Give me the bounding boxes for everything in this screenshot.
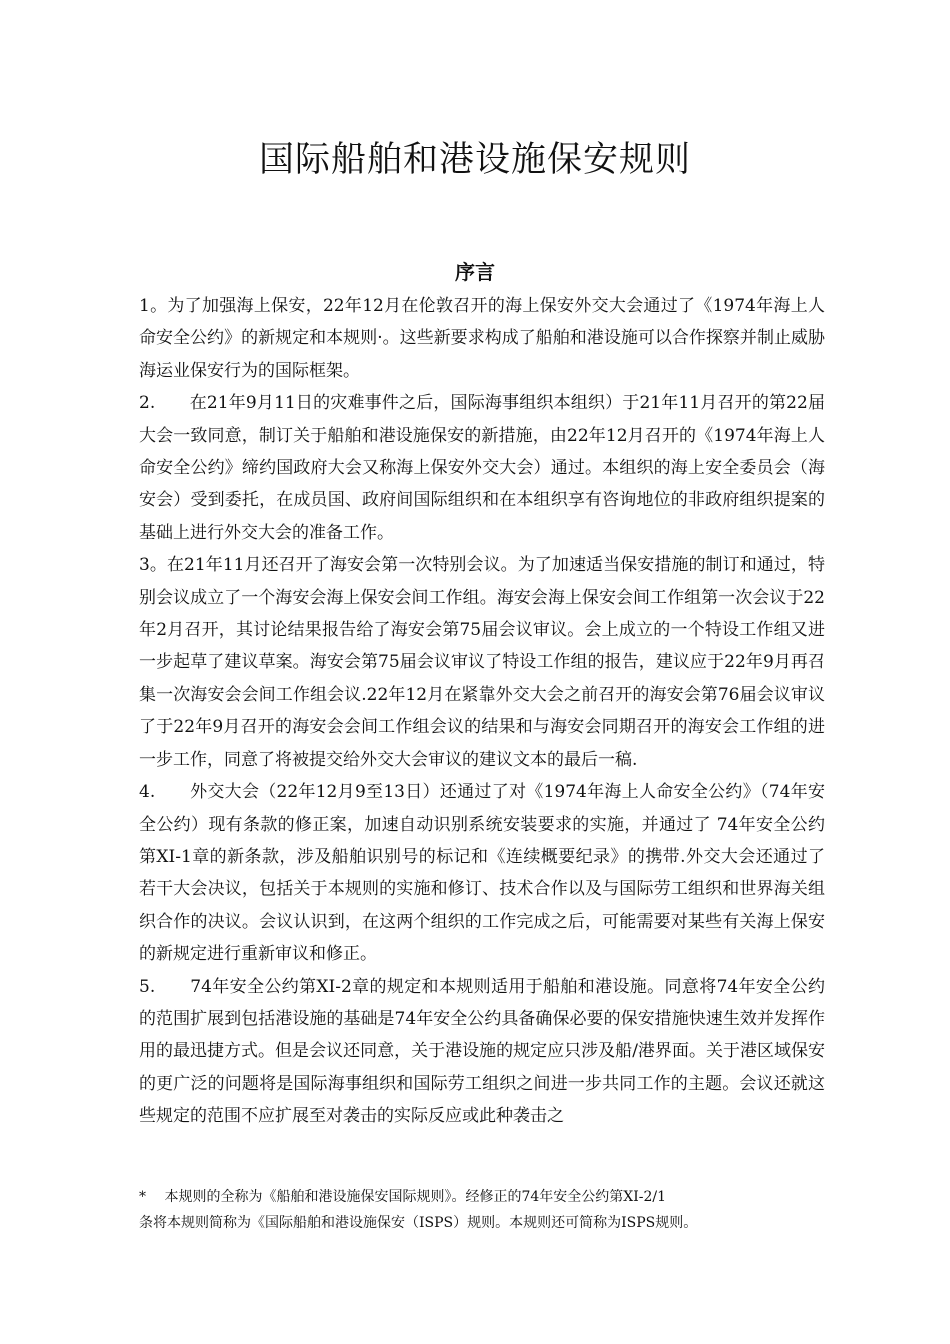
footnote: [139, 1184, 829, 1236]
document-title: 国际船舶和港设施保安规则: [258, 140, 691, 180]
body-text: [139, 290, 825, 1133]
paragraph-1: 1。为了加强海上保安，22年12月在伦敦召开的海上保安外交大会通过了《1974年海上人命安全公约》的新规定和本规则·。这些新要求构成了船舶和港设施可以合作探察并制止威胁海运业保安行为的国际框架。: [139, 296, 825, 381]
paragraph-5: 5. 74年安全公约第XI-2章的规定和本规则适用于船舶和港设施。同意将74年安全公约的范围扩展到包括港设施的基础是74年安全公约具备确保必要的保安措施快速生效并发挥作用的最迅捷方式。但是会议还同意，关于港设施的规定应只涉及船/港界面。关于港区域保安的更广泛的问题将是国际海事组织和国际劳工组织之间进一步共同工作的主题。会议还就这些规定的范围不应扩展至对袭击的实际反应或此种袭击之: [139, 976, 825, 1127]
section-heading-preface: 序言: [455, 260, 495, 284]
paragraph-4: 4. 外交大会（22年12月9至13日）还通过了对《1974年海上人命安全公约》（74年安全公约）现有条款的修正案，加速自动识别系统安装要求的实施，并通过了 74年安全公约第XI-1章的新条款，涉及船舶识别号的标记和《连续概要纪录》的携带.外交大会还通过了若干大会决议，包括关于本规则的实施和修订、技术合作以及与国际劳工组织和世界海关组织合作的决议。会议认识到，在这两个组织的工作完成之后，可能需要对某些有关海上保安的新规定进行重新审议和修正。: [139, 782, 825, 965]
paragraph-3: 3。在21年11月还召开了海安会第一次特别会议。为了加速适当保安措施的制订和通过，特别会议成立了一个海安会海上保安会间工作组。海安会海上保安会间工作组第一次会议于22年2月召开，其讨论结果报告给了海安会第75届会议审议。会上成立的一个特设工作组又进一步起草了建议草案。海安会第75届会议审议了特设工作组的报告，建议应于22年9月再召集一次海安会会间工作组会议.22年12月在紧靠外交大会之前召开的海安会第76届会议审议了于22年9月召开的海安会会间工作组会议的结果和与海安会同期召开的海安会工作组的进一步工作，同意了将被提交给外交大会审议的建议文本的最后一稿.: [139, 555, 825, 770]
footnote-line-1: * 本规则的全称为《船舶和港设施保安国际规则》。经修正的74年安全公约第XI-2/1: [139, 1189, 667, 1205]
footnote-line-2: 条将本规则简称为《国际船舶和港设施保安（ISPS）规则。本规则还可简称为ISPS规则。: [139, 1215, 698, 1231]
paragraph-2: 2. 在21年9月11日的灾难事件之后，国际海事组织本组织）于21年11月召开的第22届大会一致同意，制订关于船舶和港设施保安的新措施，由22年12月召开的《1974年海上人命安全公约》缔约国政府大会又称海上保安外交大会）通过。本组织的海上安全委员会（海安会）受到委托，在成员国、政府间国际组织和在本组织享有咨询地位的非政府组织提案的基础上进行外交大会的准备工作。: [139, 393, 825, 543]
